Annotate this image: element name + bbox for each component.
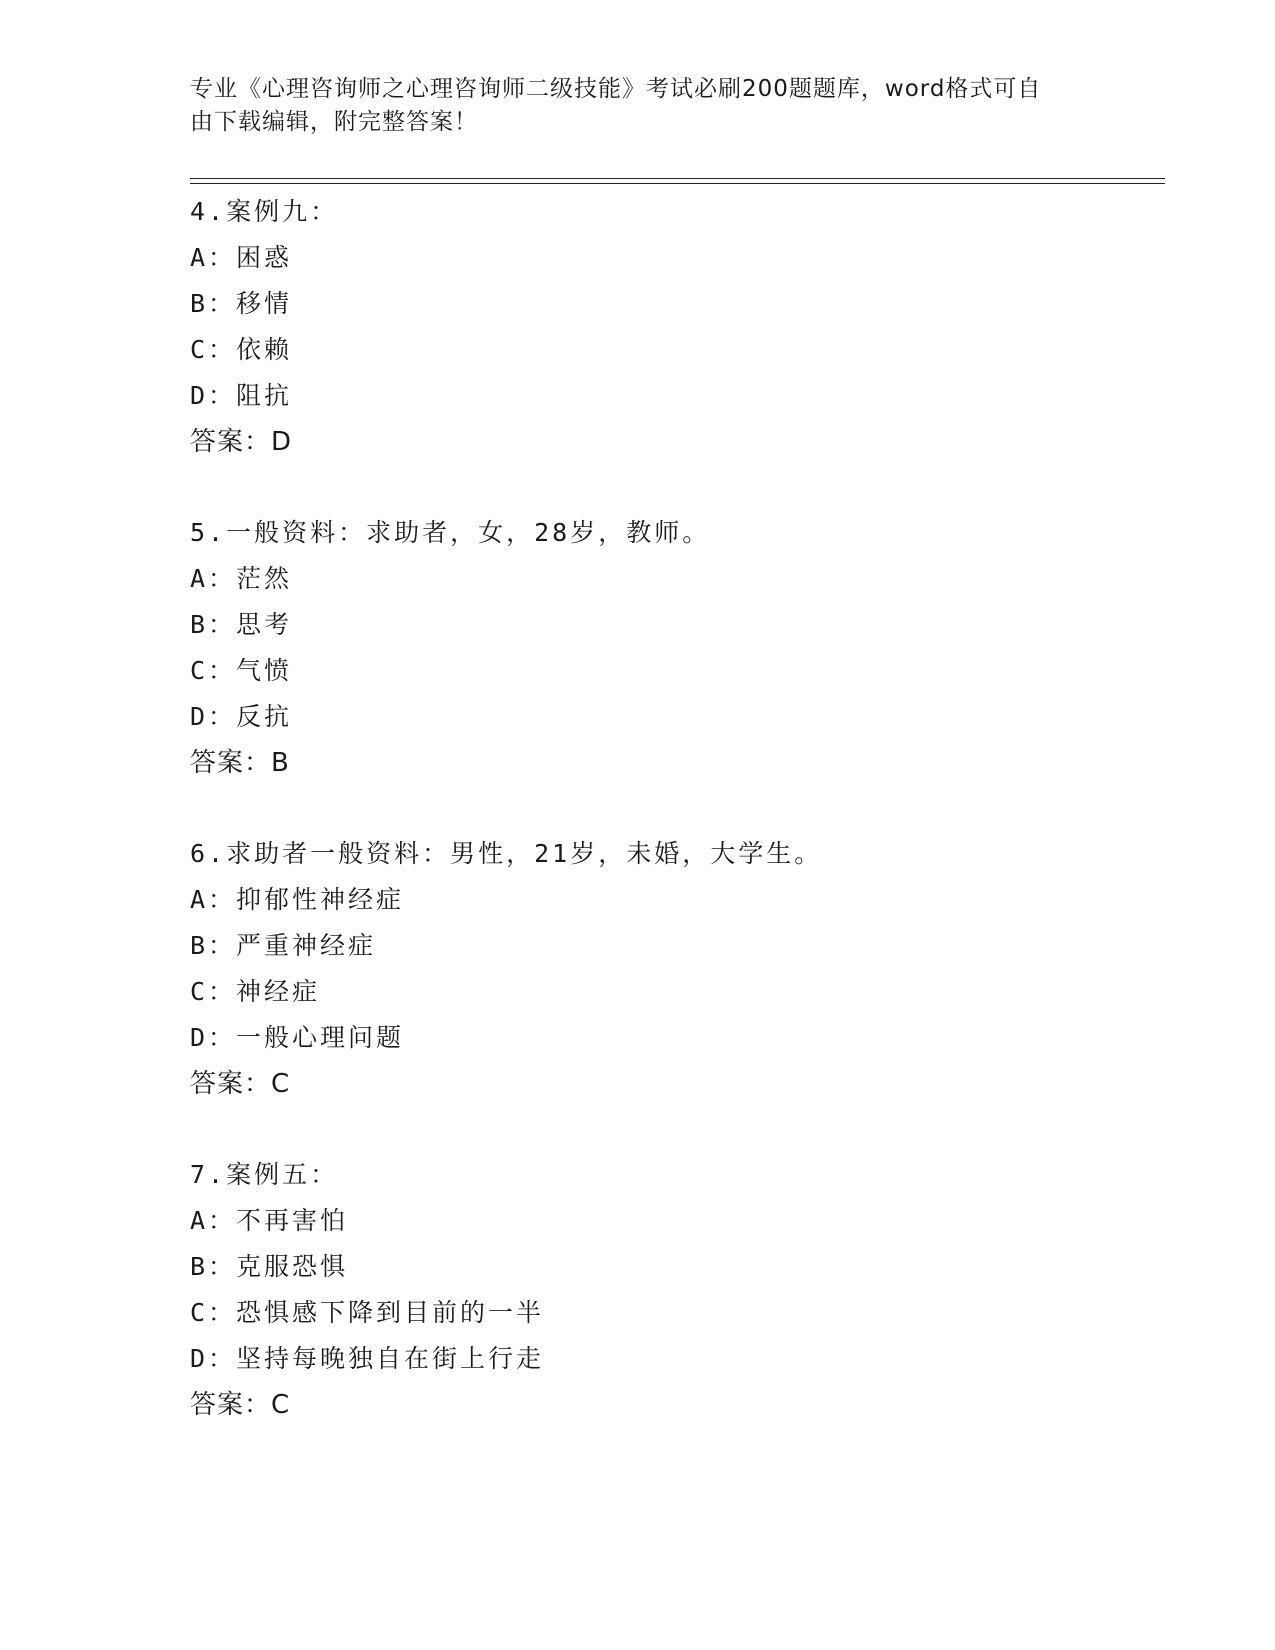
option-c: C：神经症 [190, 977, 321, 1006]
option-b: B：思考 [190, 610, 293, 639]
question-block [190, 189, 1150, 465]
option-b: B：克服恐惧 [190, 1252, 349, 1281]
question-stem: 6.求助者一般资料：男性，21岁，未婚，大学生。 [190, 839, 823, 868]
answer-line: 答案：D [190, 427, 293, 457]
option-c: C：依赖 [190, 335, 293, 364]
option-b: B：严重神经症 [190, 931, 377, 960]
answer-line: 答案：C [190, 1069, 291, 1099]
question-block [190, 510, 1150, 786]
option-a: A：茫然 [190, 564, 293, 593]
document-header [190, 73, 1090, 139]
header-line-1: 专业《心理咨询师之心理咨询师二级技能》考试必刷200题题库，word格式可自 [190, 76, 1042, 102]
question-stem: 4.案例九： [190, 197, 339, 226]
header-line-2: 由下载编辑，附完整答案！ [190, 109, 478, 135]
option-a: A：抑郁性神经症 [190, 885, 405, 914]
question-stem: 7.案例五： [190, 1160, 339, 1189]
question-block [190, 831, 1150, 1107]
question-block [190, 1152, 1150, 1428]
option-a: A：困惑 [190, 243, 293, 272]
option-d: D：一般心理问题 [190, 1023, 405, 1052]
option-d: D：阻抗 [190, 381, 293, 410]
answer-line: 答案：C [190, 1390, 291, 1420]
option-d: D：反抗 [190, 702, 293, 731]
header-divider-bottom [190, 183, 1165, 184]
option-b: B：移情 [190, 289, 293, 318]
option-a: A：不再害怕 [190, 1206, 349, 1235]
header-divider-top [190, 178, 1165, 179]
question-stem: 5.一般资料：求助者，女，28岁，教师。 [190, 518, 711, 547]
option-c: C：气愤 [190, 656, 293, 685]
option-d: D：坚持每晚独自在街上行走 [190, 1344, 545, 1373]
option-c: C：恐惧感下降到目前的一半 [190, 1298, 545, 1327]
answer-line: 答案：B [190, 748, 290, 778]
